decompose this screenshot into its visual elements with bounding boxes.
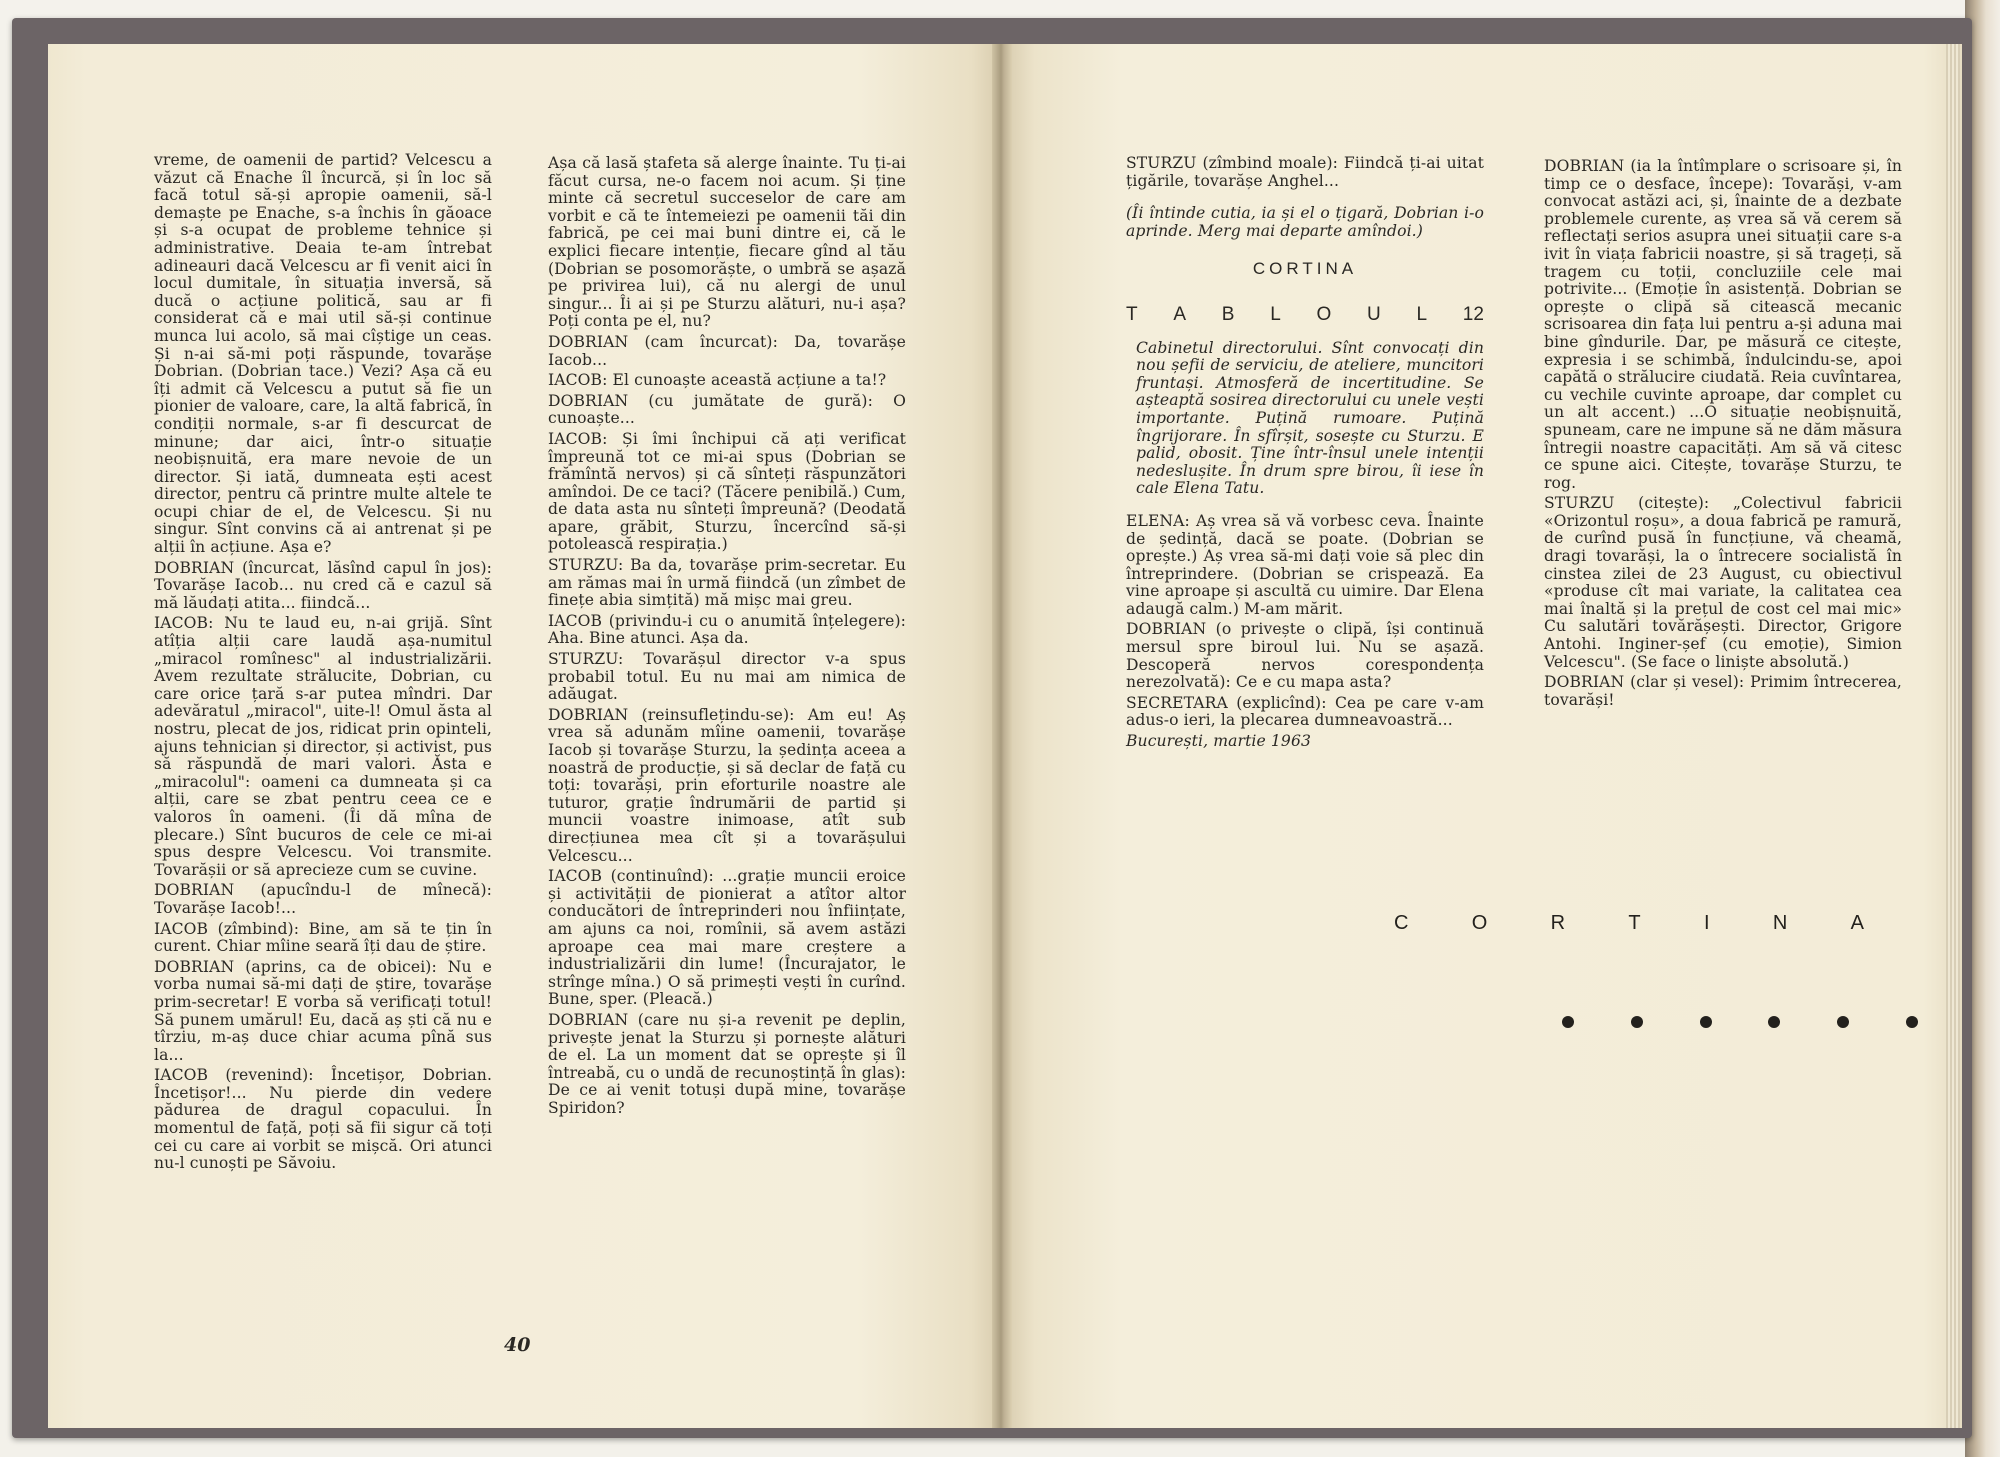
paragraph: IACOB (revenind): Încetișor, Dobrian. Încetișor!... Nu pierde din vedere pădurea de dragul copacului. În momentul de față, poți să fii sigur că toți cei cu care ai vorbit se mișcă. Ori atunci nu-l cunoști pe Săvoiu. [154, 1066, 492, 1173]
place-date: București, martie 1963 [1126, 732, 1311, 751]
paragraph: DOBRIAN (cam încurcat): Da, tovarășe Iacob... [548, 332, 906, 369]
paragraph: STURZU: Ba da, tovarășe prim-secretar. Eu am rămas mai în urmă fiindcă (un zîmbet de finețe abia simțită) mă mișc mai greu. [548, 556, 906, 610]
paragraph: vreme, de oamenii de partid? Velcescu a văzut că Enache îl încurcă, și în loc să facă totul să-și apropie oamenii, să-l demaște pe Enache, s-a închis în găoace și s-a ocupat de probleme tehnice și administrative. Deaia te-am întrebat adineauri dacă Velcescu ar fi venit aici în locul dumitale, în situația inversă, să ducă o acțiune politică, sau ar fi considerat că e mai util să-și continue munca lui acolo, să mai cîștige un ceas. Și n-ai să-mi poți răspunde, tovarășe Dobrian. (Dobrian tace.) Vezi? Așa că eu îți admit că Velcescu a putut să fie un pionier de valoare, care, la altă fabrică, în condiții normale, s-ar fi descurcat de minune; dar aici, într-o situație neobișnuită, era mare nevoie de un director. Și iată, dumneata ești acest director, pentru că printre multe altele te ocupi chiar de el, de Velcescu. Și nu singur. Sînt convins că ai antrenat și pe alții în acțiune. Așa e? [154, 151, 492, 557]
ornament-dot [1906, 1016, 1918, 1028]
tablou-letter: T [1126, 303, 1138, 325]
cortina-letter: N [1772, 912, 1788, 934]
ornament-dot [1631, 1016, 1643, 1028]
paragraph: STURZU (zîmbind moale): Fiindcă ți-ai uitat țigările, tovarășe Anghel... [1126, 154, 1484, 190]
paragraph: DOBRIAN (apucîndu-l de mînecă): Tovarășe Iacob!... [154, 881, 492, 917]
paragraph: Așa că lasă ștafeta să alerge înainte. Tu ți-ai făcut cursa, ne-o facem noi acum. Și ține minte că secretul succeselor de care am vorbit e că te întemeiezi pe oamenii tăi din fabrică, pe cei mai buni dintre ei, că le explici fiecare intenție, fiecare gînd al tău (Dobrian se posomorăște, o umbră se așază pe privirea lui), că nu alergi de unul singur... Îi ai și pe Sturzu alături, nu-i așa? Poți conta pe el, nu? [548, 154, 906, 331]
tablou-letter: A [1173, 303, 1187, 325]
stage-direction: (Îi întinde cutia, ia și el o țigară, Dobrian i-o aprinde. Merg mai departe amîndoi.) [1126, 204, 1484, 240]
tablou-letter: U [1367, 303, 1381, 325]
tablou-letter: L [1416, 303, 1428, 325]
paragraph: DOBRIAN (reinsuflețindu-se): Am eu! Aș vrea să adunăm mîine oamenii, tovarășe Iacob și tovarășe Sturzu, la ședința aceea a noastră de producție, și să declar de față cu toți: tovarăși, prin eforturile noastre ale tuturor, grație îndrumării de partid și muncii voastre inimoase, atît sub direcțiunea mea cît și a tovarășului Velcescu... [548, 705, 906, 865]
cortina-letter: C [1394, 912, 1409, 934]
paragraph: STURZU: Tovarășul director v-a spus probabil totul. Eu nu mai am nimica de adăugat. [548, 650, 906, 704]
cortina-letter: O [1471, 912, 1488, 934]
right-page-column-1 [1126, 155, 1484, 754]
page-number: 40 [504, 1334, 531, 1356]
tablou-heading [1126, 303, 1484, 325]
cortina-heading: CORTINA [1252, 259, 1358, 279]
cortina-letter: A [1850, 912, 1864, 934]
paragraph: DOBRIAN (o privește o clipă, își continuă mersul spre biroul lui. Nu se așază. Descoperă nervos corespondența nerezolvată): Ce e cu mapa asta? [1126, 620, 1484, 692]
paragraph: IACOB (privindu-i cu o anumită înțelegere): Aha. Bine atunci. Așa da. [548, 611, 906, 648]
left-page-column-1 [154, 152, 492, 1176]
paragraph: DOBRIAN (care nu și-a revenit pe deplin, privește jenat la Sturzu și pornește alături de el. La un moment dat se oprește și îl întreabă, cu o undă de recunoștință în glas): De ce ai venit totuși după mine, tovarășe Spiridon? [548, 1010, 906, 1117]
paragraph: DOBRIAN (cu jumătate de gură): O cunoaște... [548, 391, 906, 428]
paragraph: IACOB: Și îmi închipui că ați verificat împreună tot ce mi-ai spus (Dobrian se frămîntă nervos) și că sînteți răspunzători amîndoi. De ce taci? (Tăcere penibilă.) Cum, de data asta nu sînteți împreună? (Deodată apare, grăbit, Sturzu, încercînd să-și potolească respirația.) [548, 429, 906, 554]
paragraph: IACOB: Nu te laud eu, n-ai grijă. Sînt atîția alții care laudă așa-numitul „miracol romînesc" al industrializării. Avem rezultate strălucite, Dobrian, cu care orice țară s-ar putea mîndri. Dar adevăratul „miracol", uite-l! Omul ăsta al nostru, plecat de jos, ridicat prin opinteli, ajuns tehnician și director, și activist, pus să răspundă de mari valori. Ăsta e „miracolul": oameni ca dumneata și ca alții, care se zbat pentru ceea ce e valoros în oameni. (Îi dă mîna de plecare.) Sînt bucuros de cele ce mi-ai spus despre Velcescu. Voi transmite. Tovarășii or să aprecieze cum se cuvine. [154, 614, 492, 879]
page-edges [1946, 44, 1960, 1428]
paragraph: ELENA: Aș vrea să vă vorbesc ceva. Înainte de ședință, dacă se poate. (Dobrian se oprește.) Aș vrea să-mi dați voie să plec din întreprindere. (Dobrian se crispează. Ea vine aproape și ascultă cu uimire. Dar Elena adaugă calm.) M-am mărit. [1126, 511, 1484, 618]
paragraph: DOBRIAN (ia la întîmplare o scrisoare și, în timp ce o desface, începe): Tovarăși, v-am convocat astăzi aci, și, înainte de a dezbate problemele curente, aș vrea să vă cerem să reflectați serios asupra unei situații care s-a ivit în viața fabricii noastre, și să trageți, să tragem cu toții, concluziile cele mai potrivite... (Emoție în asistență. Dobrian se oprește o clipă să citească mecanic scrisoarea din fața lui pentru a-și aduna mai bine gîndurile. Dar, pe măsură ce citește, expresia i se schimbă, îndulcindu-se, apoi capătă o strălucire ciudată. Reia cuvîntarea, cu vechile cuvinte aproape, dar complet cu un alt accent.) ...O situație neobișnuită, spuneam, care ne impune să ne dăm măsura întregii noastre capacități. Am să vă citesc ce spune aici. Citește, tovarășe Sturzu, te rog. [1544, 157, 1902, 492]
paragraph: DOBRIAN (clar și vesel): Primim întrecerea, tovarăși! [1544, 673, 1902, 709]
cortina-final [1394, 912, 1864, 935]
tablou-number: 12 [1462, 303, 1484, 325]
right-page-column-2 [1544, 158, 1902, 712]
cortina-letter: T [1628, 912, 1641, 934]
tablou-letter: L [1270, 303, 1281, 325]
paragraph: SECRETARA (explicînd): Cea pe care v-am adus-o ieri, la plecarea dumneavoastră... [1126, 693, 1484, 730]
left-page-column-2 [548, 155, 906, 1120]
ornament-dots [1562, 1016, 1918, 1028]
ornament-dot [1700, 1016, 1712, 1028]
scene-description: Cabinetul directorului. Sînt convocați din nou șefii de serviciu, de ateliere, muncitori fruntași. Atmosferă de incertitudine. Se așteaptă sosirea directorului cu unele vești importante. Puțină rumoare. Puțină îngrijorare. În sfîrșit, sosește cu Sturzu. E palid, obosit. Ține într-însul unele intenții nedeslușite. În drum spre birou, îi iese în cale Elena Tatu. [1136, 338, 1484, 498]
paragraph: IACOB (continuînd): ...grație muncii eroice și activității de pionierat a atîtor altor conducători de întreprinderi nou înființate, am ajuns ca noi, romînii, să avem astăzi aproape cea mai mare creștere a industrializării din lume! (Încurajator, le strînge mîna.) O să primești vești în curînd. Bune, sper. (Pleacă.) [548, 867, 906, 1009]
paragraph: IACOB: El cunoaște această acțiune a ta!? [548, 371, 887, 390]
book-spine [992, 44, 1012, 1428]
ornament-dot [1837, 1016, 1849, 1028]
tablou-letter: O [1316, 303, 1332, 325]
paragraph: DOBRIAN (aprins, ca de obicei): Nu e vorba numai să-mi dați de știre, tovarășe prim-secretar! E vorba să verificați totul! Să punem umărul! Eu, dacă aș ști că nu e tîrziu, m-aș duce chiar acuma pînă sus la... [154, 957, 492, 1064]
paragraph: STURZU (citește): „Colectivul fabricii «Orizontul roșu», a doua fabrică pe ramură, de curînd pusă în funcțiune, vă cheamă, dragi tovarăși, la o întrecere socialistă în cinstea zilei de 23 August, cu obiectivul «produse cît mai variate, la calitatea cea mai înaltă și la prețul de cost cel mai mic» Cu salutări tovărășești. Director, Grigore Antohi. Inginer-șef (cu emoție), Simion Velcescu". (Se face o liniște absolută.) [1544, 494, 1902, 671]
cortina-letter: I [1703, 912, 1710, 934]
cortina-letter: R [1550, 912, 1566, 934]
tablou-letter: B [1221, 303, 1235, 325]
ornament-dot [1562, 1016, 1574, 1028]
ornament-dot [1768, 1016, 1780, 1028]
paragraph: DOBRIAN (încurcat, lăsînd capul în jos): Tovarășe Iacob... nu cred că e cazul să mă lăudați atita... fiindcă... [154, 558, 492, 612]
paragraph: IACOB (zîmbind): Bine, am să te țin în curent. Chiar mîine seară îți dau de știre. [154, 919, 492, 956]
